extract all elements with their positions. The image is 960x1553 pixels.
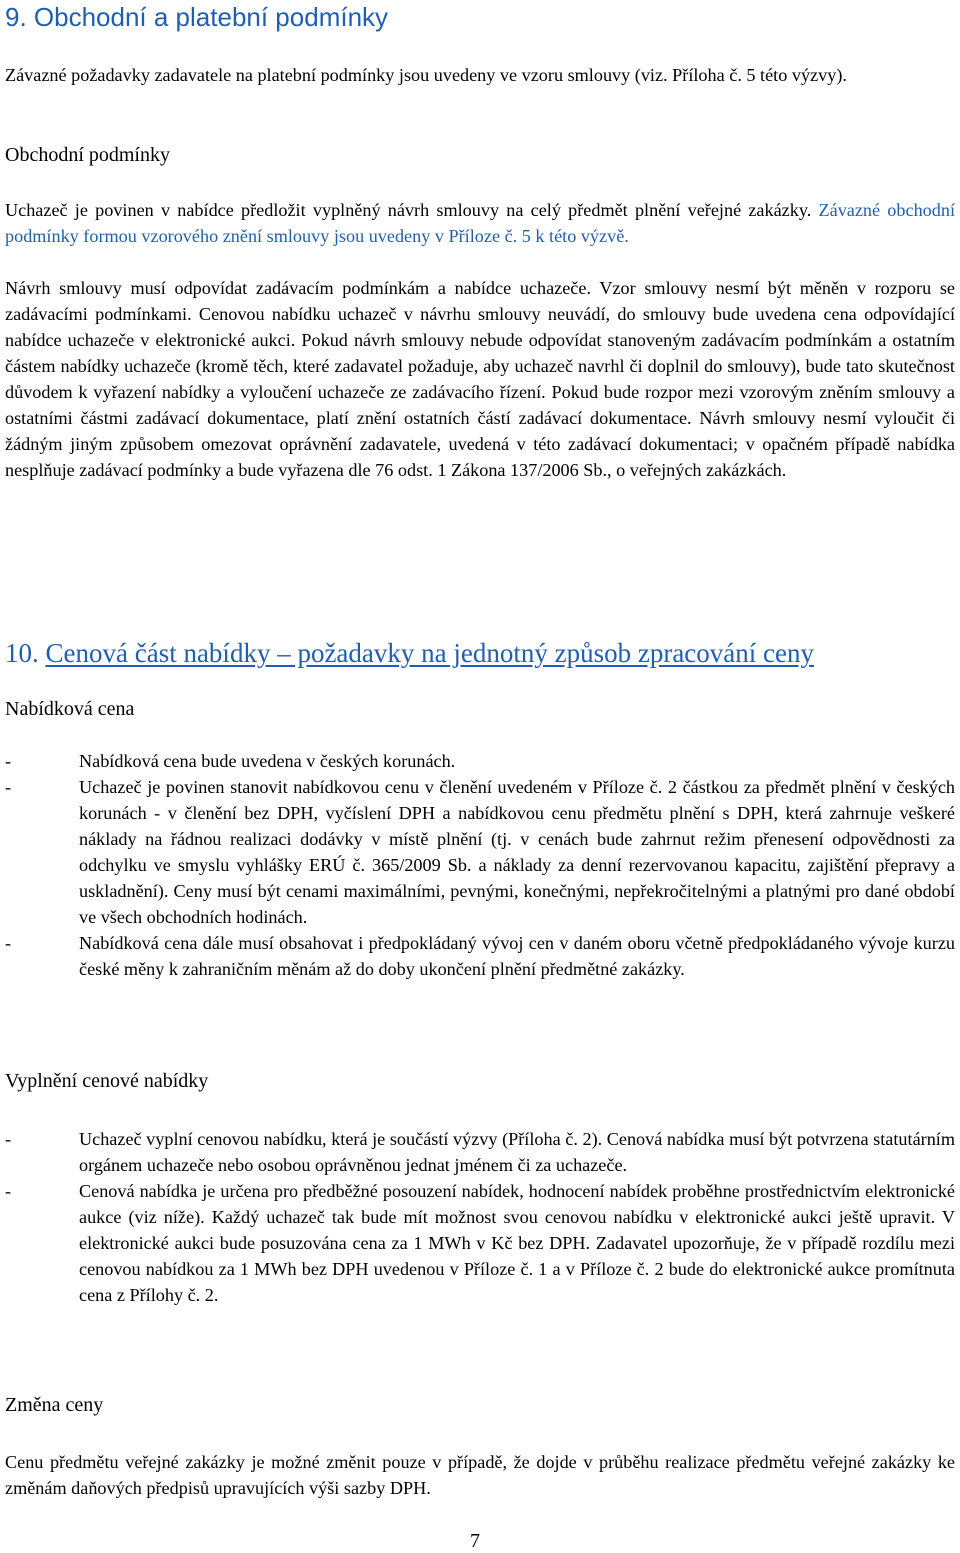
bid-price-list xyxy=(5,748,955,982)
list-dash: - xyxy=(5,933,12,953)
list-dash: - xyxy=(5,751,12,771)
price-change-body: Cenu předmětu veřejné zakázky je možné změnit pouze v případě, že dojde v průběhu realizace předmětu veřejné zakázky ke změnám daňových předpisů upravujících výši sazby DPH. xyxy=(5,1452,955,1498)
price-form-list xyxy=(5,1126,955,1308)
price-form-heading: Vyplnění cenové nabídky xyxy=(5,1070,209,1092)
section-10-heading xyxy=(5,638,814,669)
list-dash: - xyxy=(5,1129,12,1149)
list-item xyxy=(5,930,955,982)
price-change-heading: Změna ceny xyxy=(5,1394,104,1416)
list-item-text: Cenová nabídka je určena pro předběžné posouzení nabídek, hodnocení nabídek proběhne prostřednictvím elektronické aukce (viz níže). Každý uchazeč tak bude mít možnost svou cenovou nabídku v elektronické aukci ještě upravit. V elektronické aukci bude posuzována cena za 1 MWh v Kč bez DPH. Zadavatel upozorňuje, že v případě rozdílu mezi cenovou nabídkou za 1 MWh bez DPH uvedenou v Příloze č. 1 a v Příloze č. 2 bude do elektronické aukce promítnuta cena z Přílohy č. 2. xyxy=(79,1181,955,1305)
list-item-text: Nabídková cena dále musí obsahovat i předpokládaný vývoj cen v daném oboru včetně předpokládaného vývoje kurzu české měny k zahraničním měnám až do doby ukončení plnění předmětné zakázky. xyxy=(79,933,955,979)
list-item xyxy=(5,748,955,774)
business-terms-sentence-1: Uchazeč je povinen v nabídce předložit vyplněný návrh smlouvy na celý předmět plnění veřejné zakázky. xyxy=(5,200,812,220)
list-item-text: Uchazeč vyplní cenovou nabídku, která je součástí výzvy (Příloha č. 2). Cenová nabídka musí být potvrzena statutárním orgánem uchazeče nebo osobou oprávněnou jednat jménem či za uchazeče. xyxy=(79,1129,955,1175)
list-item-text: Uchazeč je povinen stanovit nabídkovou cenu v členění uvedeném v Příloze č. 2 částkou za předmět plnění v českých korunách - v členění bez DPH, vyčíslení DPH a nabídkovou cenu předmětu plnění s DPH, která zahrnuje veškeré náklady na řádnou realizaci dodávky v místě plnění (tj. v cenách bude zahrnut režim přenesení odpovědnosti za odchylku ve smyslu vyhlášky ERÚ č. 365/2009 Sb. a náklady za denní rezervovanou kapacitu, zajištění přepravy a uskladnění). Ceny musí být cenami maximálními, pevnými, konečnými, nepřekročitelnými a platnými pro dané období ve všech obchodních hodinách. xyxy=(79,777,955,927)
list-dash: - xyxy=(5,777,12,797)
contract-requirements-body: Návrh smlouvy musí odpovídat zadávacím podmínkám a nabídce uchazeče. Vzor smlouvy nesmí být měněn v rozporu se zadávacími podmínkami. Cenovou nabídku uchazeč v návrhu smlouvy neuvádí, do smlouvy bude uvedena cena odpovídající nabídce uchazeče v elektronické aukci. Pokud návrh smlouvy nebude odpovídat stanoveným zadávacím podmínkám a ostatním částem nabídky uchazeče (kromě těch, které zadavatel požaduje, aby uchazeč navrhl či doplnil do smlouvy), bude tato skutečnost důvodem k vyřazení nabídky a vyloučení uchazeče ze zadávacího řízení. Pokud bude rozpor mezi vzorovým zněním smlouvy a ostatními částmi zadávací dokumentace, platí znění ostatních částí zadávací dokumentace. Návrh smlouvy nesmí vyloučit či žádným jiným způsobem omezovat oprávnění zadavatele, uvedená v této zadávací dokumentaci; v opačném případě nabídka nesplňuje zadávací podmínky a bude vyřazena dle 76 odst. 1 Zákona 137/2006 Sb., o veřejných zakázkách. xyxy=(5,278,955,480)
section-10-title: Cenová část nabídky – požadavky na jednotný způsob zpracování ceny xyxy=(45,638,814,668)
list-item xyxy=(5,1178,955,1308)
list-dash: - xyxy=(5,1181,12,1201)
section-9-intro: Závazné požadavky zadavatele na platební podmínky jsou uvedeny ve vzoru smlouvy (viz. Příloha č. 5 této výzvy). xyxy=(5,65,847,85)
section-10-number: 10. xyxy=(5,638,39,668)
section-9-heading: 9. Obchodní a platební podmínky xyxy=(5,2,389,32)
business-terms-sentence-2: Závazné obchodní podmínky formou vzorového znění smlouvy jsou uvedeny v Příloze č. 5 k této výzvě. xyxy=(5,200,955,246)
business-terms-body xyxy=(5,197,955,249)
list-item-text: Nabídková cena bude uvedena v českých korunách. xyxy=(79,751,456,771)
page-number: 7 xyxy=(470,1530,480,1552)
list-item xyxy=(5,774,955,930)
bid-price-heading: Nabídková cena xyxy=(5,698,135,720)
business-terms-heading: Obchodní podmínky xyxy=(5,144,170,166)
list-item xyxy=(5,1126,955,1178)
